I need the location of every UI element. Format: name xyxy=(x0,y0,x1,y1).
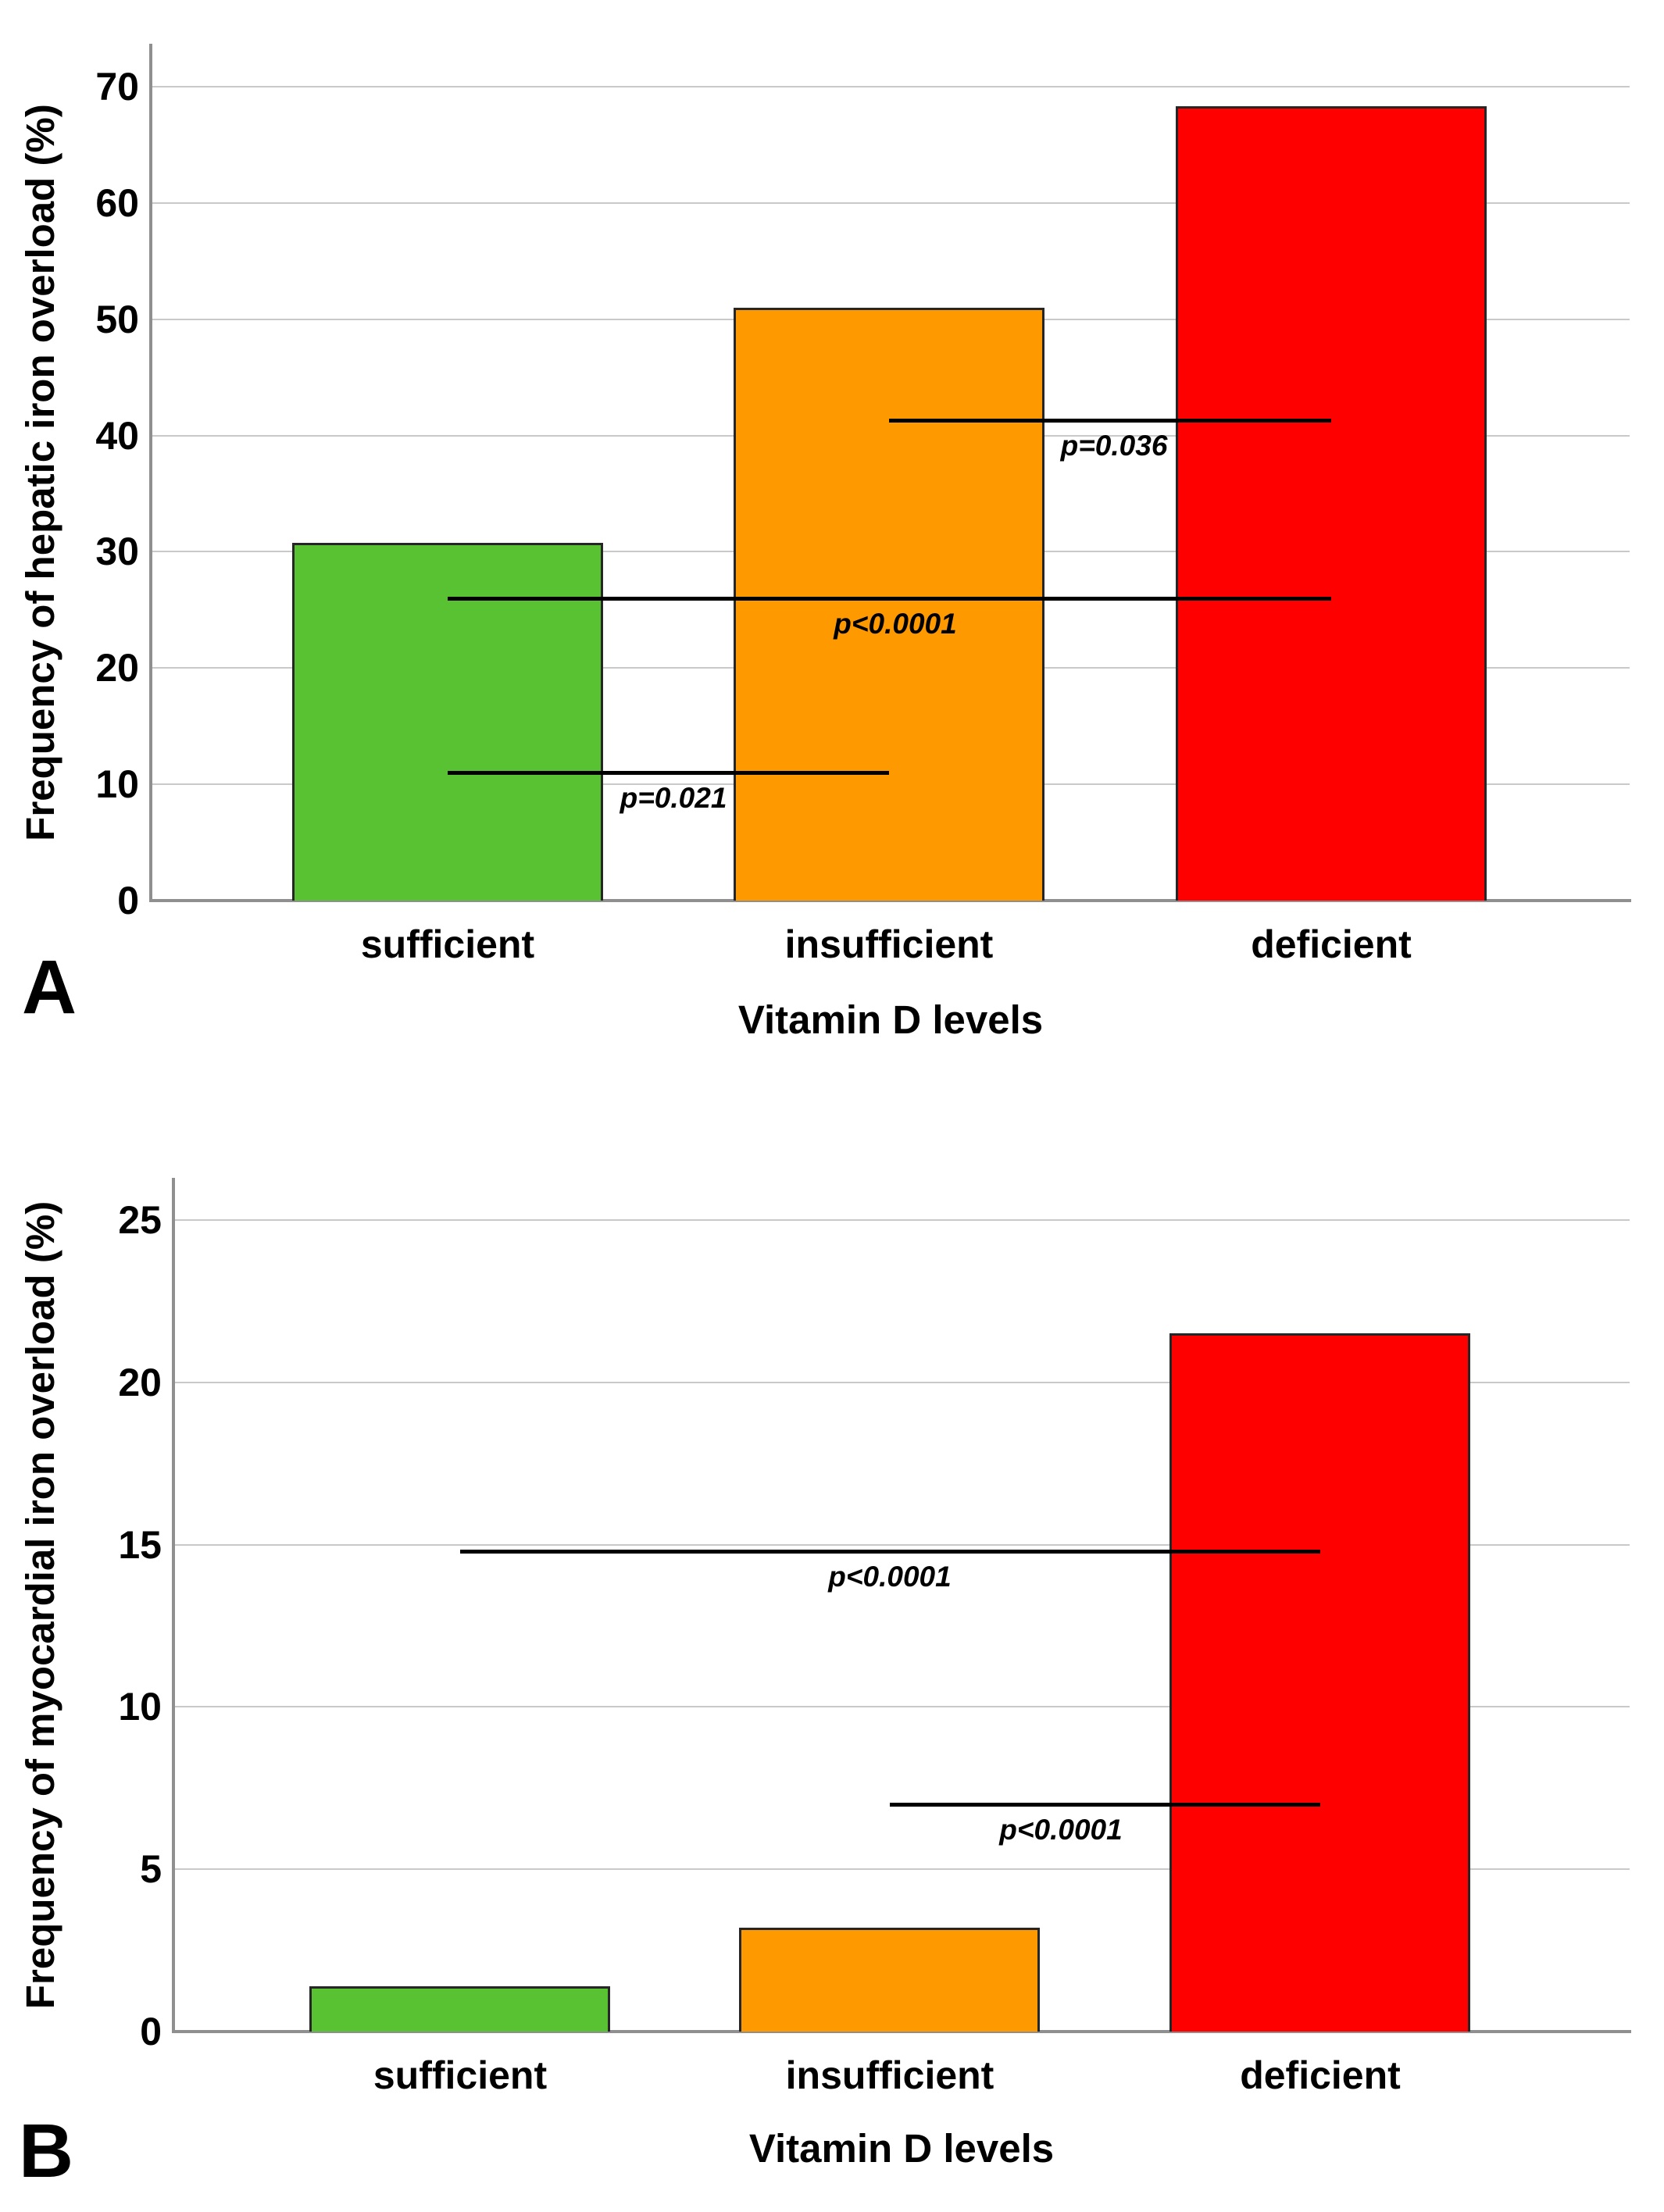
panel-b-category-label-sufficient: sufficient xyxy=(373,2053,548,2097)
panel-a-x-axis-title: Vitamin D levels xyxy=(737,997,1044,1042)
panel-a-letter: A xyxy=(22,944,77,1029)
panel-b-category-label-insufficient: insufficient xyxy=(785,2053,994,2097)
panel-b-bar-sufficient xyxy=(309,1986,610,2032)
panel-b-x-axis-title: Vitamin D levels xyxy=(748,2126,1055,2171)
panel-b-ytick-label-15: 15 xyxy=(118,1523,162,1567)
panel-b-ytick-label-5: 5 xyxy=(140,1847,162,1891)
panel-b-bar-insufficient xyxy=(739,1928,1040,2032)
panel-a-p-value-label-2: p=0.036 xyxy=(1060,430,1168,462)
panel-a-ytick-label-70: 70 xyxy=(95,65,139,109)
panel-a-y-axis-line xyxy=(149,44,152,902)
panel-b-category-label-deficient: deficient xyxy=(1240,2053,1401,2097)
panel-b-ytick-label-25: 25 xyxy=(118,1198,162,1242)
panel-b-gridline-25 xyxy=(175,1219,1630,1221)
panel-b-p-value-label-1: p<0.0001 xyxy=(999,1814,1123,1846)
panel-b-y-axis-title: Frequency of myocardial iron overload (%) xyxy=(18,1201,62,2010)
panel-a-ytick-label-0: 0 xyxy=(117,879,139,922)
panel-a-ytick-label-30: 30 xyxy=(95,530,139,573)
panel-b-letter: B xyxy=(19,2108,74,2193)
panel-a-ytick-label-20: 20 xyxy=(95,646,139,690)
panel-a-p-value-label-0: p=0.021 xyxy=(620,782,727,814)
panel-a-significance-line-1 xyxy=(448,597,1331,601)
panel-b-significance-line-0 xyxy=(460,1550,1320,1554)
panel-a-ytick-label-60: 60 xyxy=(95,181,139,225)
panel-a-category-label-deficient: deficient xyxy=(1251,922,1412,966)
panel-a-ytick-label-10: 10 xyxy=(95,762,139,806)
panel-b-significance-line-1 xyxy=(890,1803,1320,1807)
panel-b-bar-deficient xyxy=(1169,1333,1470,2032)
panel-a-y-axis-title: Frequency of hepatic iron overload (%) xyxy=(18,104,62,841)
panel-a-bar-deficient xyxy=(1176,106,1487,901)
panel-a-significance-line-0 xyxy=(448,771,889,775)
panel-b-ytick-label-0: 0 xyxy=(140,2010,162,2053)
panel-a-category-label-sufficient: sufficient xyxy=(360,922,535,966)
panel-b-p-value-label-0: p<0.0001 xyxy=(828,1561,952,1593)
panel-a-gridline-70 xyxy=(152,86,1630,87)
panel-b-ytick-label-10: 10 xyxy=(118,1685,162,1729)
panel-a-ytick-label-50: 50 xyxy=(95,298,139,341)
panel-a-ytick-label-40: 40 xyxy=(95,414,139,458)
panel-a-significance-line-2 xyxy=(889,419,1331,423)
panel-b-y-axis-line xyxy=(172,1178,175,2033)
panel-b-ytick-label-20: 20 xyxy=(118,1361,162,1404)
panel-a-p-value-label-1: p<0.0001 xyxy=(834,608,957,640)
panel-a-category-label-insufficient: insufficient xyxy=(784,922,994,966)
